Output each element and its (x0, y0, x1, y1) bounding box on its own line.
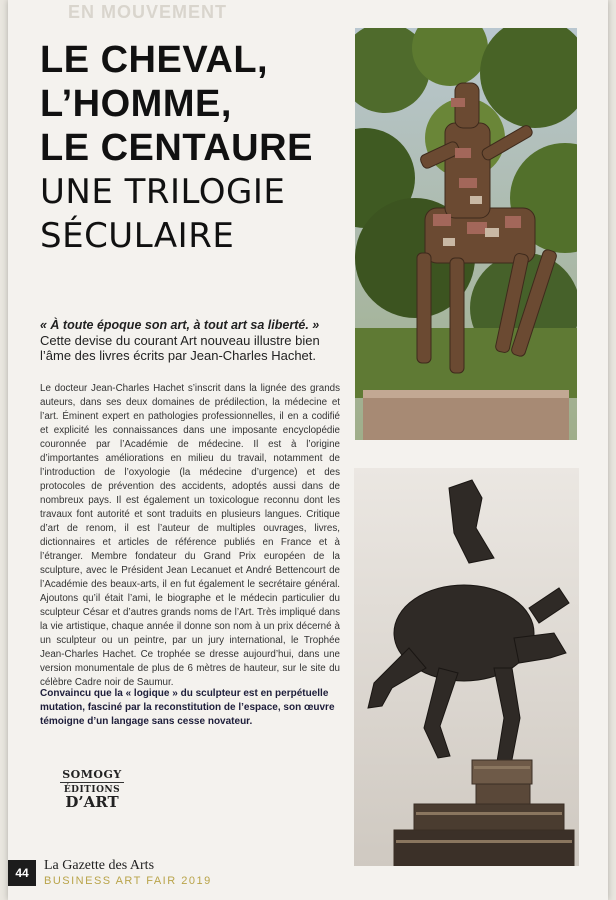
running-head: EN MOUVEMENT (68, 2, 228, 22)
logo-line-2: ÉDITIONS (63, 785, 121, 795)
body-paragraph: Le docteur Jean-Charles Hachet s’inscrit dans la lignée des grands auteurs, dans ses deux domaines de prédilection, la médecine et l’art. Éminent expert en pathologies professionnelles, il en a codifié et explicité les connaissances dans une imposante encyclopédie couronnée par l’Académie de médecine. Il est à l’origine d’importantes améliorations en milieu du travail, notamment de l’introduction de l’oxyologie (la médecine d’urgence) et des protocoles de prévention des accidents, adoptés aussi dans de nombreux pays. Il est également un toxicologue reconnu dont les travaux font autorité et sont traduits en plusieurs langues. Critique d’art de renom, il est l’auteur de multiples ouvrages, livres, dictionnaires et articles de référence publiés en France et à l’étranger. Membre fondateur du Grand Prix européen de la sculpture, avec le Président Jean Lecanuet et André Bettencourt de l’Académie des beaux-arts, il en fut également le secrétaire général. Ajoutons qu’il était l’ami, le biographe et le médecin particulier du sculpteur César et d’autres grands noms de l’Art. Très impliqué dans la vie artistique, chaque année il donne son nom à un prix décerné à un sculpteur ou un peintre, par un jury international, le Trophée Jean-Charles Hachet. Ce trophée se dresse aujourd’hui, dans une version monumentale de plus de 6 mètres de hauteur, sur le site du célèbre Cadre noir de Saumur. (40, 383, 340, 688)
magazine-page (8, 0, 608, 900)
logo-line-1: SOMOGY (60, 768, 124, 783)
publisher-logo (60, 768, 124, 810)
event-name: BUSINESS ART FAIR 2019 (44, 875, 212, 887)
centaur-sculpture-photo (355, 28, 577, 440)
title-line-4: UNE TRILOGIE (40, 172, 286, 212)
horse-sculpture-photo (354, 468, 579, 866)
title-line-5: SÉCULAIRE (40, 216, 235, 256)
intro-paragraph (40, 318, 340, 363)
conclusion-paragraph: Convaincu que la « logique » du sculpteur est en perpétuelle mutation, fasciné par la reconstitution de l’espace, son œuvre témoigne d’un langage sans cesse novateur. (40, 688, 335, 727)
publication-name: La Gazette des Arts (44, 858, 155, 873)
page-number: 44 (8, 860, 36, 886)
logo-line-3: D’ART (65, 793, 119, 811)
title-line-1: LE CHEVAL, (40, 39, 269, 81)
article-title (40, 38, 340, 258)
intro-quote: « À toute époque son art, à tout art sa liberté. » (40, 318, 320, 332)
intro-text: Cette devise du courant Art nouveau illustre bien l’âme des livres écrits par Jean-Charles Hachet. (40, 333, 320, 363)
title-line-3: LE CENTAURE (40, 127, 313, 169)
title-line-2: L’HOMME, (40, 83, 232, 125)
